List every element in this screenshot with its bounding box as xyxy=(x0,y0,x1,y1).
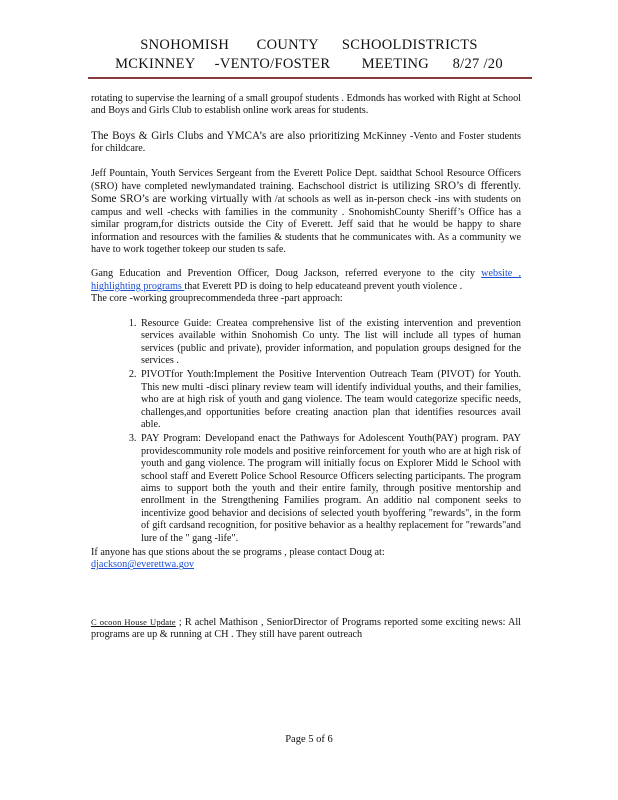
website-link[interactable]: website , highlighting programs xyxy=(91,268,521,292)
section-spacer xyxy=(91,572,521,616)
paragraph-boys-girls-clubs-lead: The Boys & Girls Clubs and YMCA’s are also prioritizing xyxy=(91,129,360,142)
paragraph-edmonds: rotating to supervise the learning of a small groupof students . Edmonds has worked with Right at School and Boys and Girls Club to establish online work areas for students. xyxy=(91,93,521,117)
paragraph-cocoon-house-text: ; R achel Mathison , SeniorDirector of Programs reported some exciting news: All programs are up & running at CH . They still have parent outreach xyxy=(91,616,521,641)
paragraph-sro-part2: is utilizing SRO’s di fferently. Some SRO’s are working virtually with xyxy=(91,180,522,206)
contact-email-link[interactable]: djackson@everettwa.gov xyxy=(91,559,195,571)
paragraph-gang-education-part2: that Everett PD is doing to help educateand prevent youth violence . xyxy=(184,280,463,292)
paragraph-boys-girls-clubs-rest: McKinney -Vento and Foster students for childcare. xyxy=(91,130,521,155)
document-body xyxy=(91,93,521,654)
paragraph-sro-part1: Jeff Pountain, Youth Services Sergeant from the Everett Police Dept. saidthat School Resource Officers (SRO) have completed newlymandated training. Eachschool district xyxy=(91,167,521,193)
contact-line: If anyone has que stions about the se programs , please contact Doug at: xyxy=(91,547,385,558)
header-title-line1: SNOHOMISH COUNTY SCHOOLDISTRICTS xyxy=(140,37,478,53)
contact-email-line xyxy=(91,559,521,571)
list-item-pivot: 2. PIVOTfor Youth:Implement the Positive Intervention Outreach Team (PIVOT) for Youth. This new multi -disci plinary review team will identify individual youths, and their families, who are at high risk of youth and gang violence. The team would categorize specific needs, challenges,and opportunities before creating anaction plan that identifies resources avail able. xyxy=(139,369,521,431)
paragraph-sro xyxy=(91,168,521,257)
paragraph-boys-girls-clubs xyxy=(91,130,521,156)
list-item-pay-program: 3. PAY Program: Developand enact the Pathways for Adolescent Youth(PAY) program. PAY providescommunity role models and positive reinforcement for youth who are at high risk of youth and gang violence. The program will initially focus on Explorer Midd le School with school staff and Everett Police School Resource Officers selecting participants. The program aims to support both the youth and their entire family, through positive mentorship and enrollment in the Strengthening Families program. An additio nal component seeks to incentivize good behavior and decisions of selected youth byoffering "rewards", in the form of gift cardsand recognition, for positive behavior as a healthy replacement for "rewards"and lure of the " gang -life". xyxy=(139,433,521,545)
approach-intro: The core -working grouprecommendeda three -part approach: xyxy=(91,293,343,305)
paragraph-sro-part3: /at schools as well as in-person check -ins with students on campus and well -checks with families in the community . SnohomishCounty Sheriff’s Office has a similar program,for districts outside the City of Everett. Jeff said that he would be happy to share information and resources with the families & students that he communicates with. As a community we have to work together tokeep our studen ts safe. xyxy=(91,194,521,256)
approach-list xyxy=(91,318,521,545)
paragraph-gang-education xyxy=(91,268,521,293)
header-divider xyxy=(88,77,532,79)
paragraph-cocoon-house xyxy=(91,616,521,642)
cocoon-house-heading: C ocoon House Update xyxy=(91,616,176,627)
page-number: Page 5 of 6 xyxy=(285,734,333,745)
list-item-resource-guide: 1. Resource Guide: Createa comprehensive list of the existing intervention and prevention services available within Snohomish Co unty. The list will include all types of human services (public and private), provider information, and population groups designed for the services . xyxy=(139,318,521,368)
document-header xyxy=(0,36,618,74)
paragraph-gang-education-part1: Gang Education and Prevention Officer, Doug Jackson, referred everyone to the city xyxy=(91,268,482,280)
header-title-line2: MCKINNEY -VENTO/FOSTER MEETING 8/27 /20 xyxy=(115,56,503,72)
